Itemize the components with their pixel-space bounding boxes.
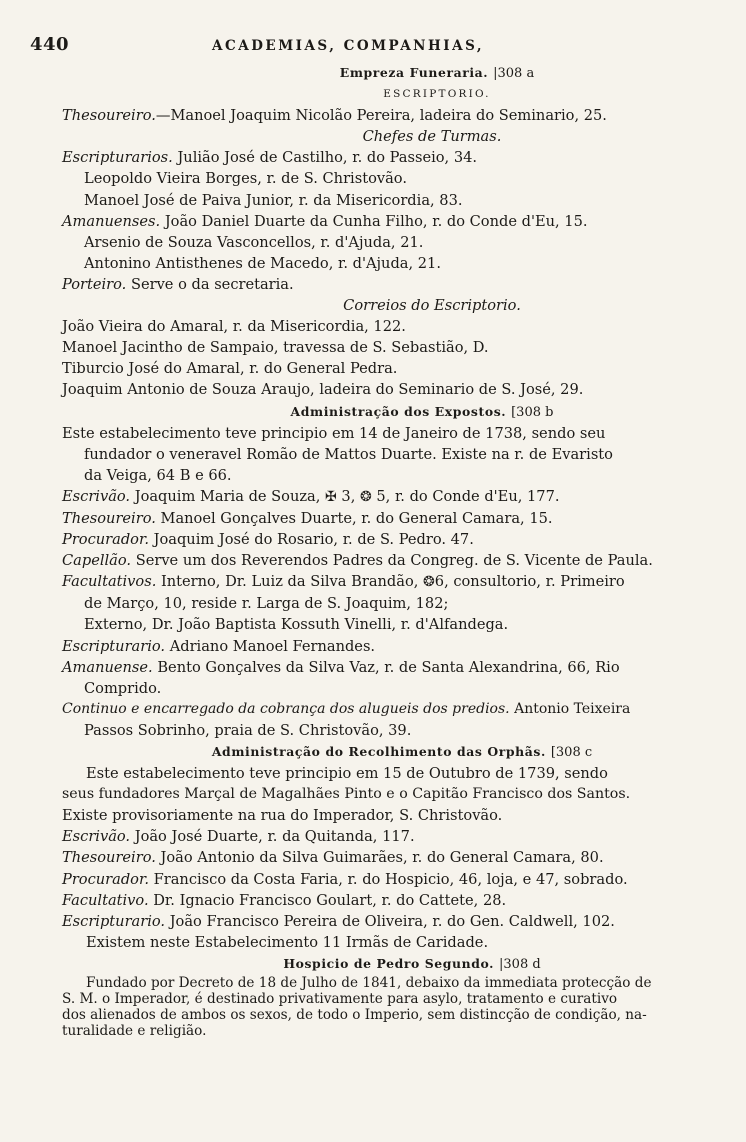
entry-amanuense-expostos: Amanuense. Bento Gonçalves da Silva Vaz, r. de Santa Alexandrina, 66, Rio xyxy=(62,658,620,676)
document-page xyxy=(30,34,702,1040)
entry-tesoureiro-orphas: Thesoureiro. João Antonio da Silva Guimarães, r. do General Camara, 80. xyxy=(62,849,604,867)
entry-procurador-expostos: Procurador. Joaquim José do Rosario, r. de S. Pedro. 47. xyxy=(62,531,474,549)
entry-facultativo-orphas: Facultativo. Dr. Ignacio Francisco Goulart, r. do Cattete, 28. xyxy=(62,891,507,909)
entry-porteiro: Porteiro. Serve o da secretaria. xyxy=(62,275,294,293)
hospicio-text-4: turalidade e religião. xyxy=(62,1023,207,1040)
orphas-intro-1: Este estabelecimento teve principio em 15 de Outubro de 1739, sendo xyxy=(86,765,608,783)
hospicio-text-2: S. M. o Imperador, é destinado privativamente para asylo, tratamento e curativo xyxy=(62,991,618,1008)
section-heading-orphas: Administração do Recolhimento das Orphãs. [308 c xyxy=(211,744,593,760)
orphas-irmas: Existem neste Estabelecimento 11 Irmãs de Caridade. xyxy=(86,933,489,951)
entry-continuo-2: Passos Sobrinho, praia de S. Christovão, 39. xyxy=(84,721,412,739)
entry-facultativos-2: de Março, 10, reside r. Larga de S. Joaquim, 182; xyxy=(84,595,449,613)
entry-escripturario-expostos: Escripturario. Adriano Manoel Fernandes. xyxy=(62,637,376,655)
entry-capellao: Capellão. Serve um dos Reverendos Padres da Congreg. de S. Vicente de Paula. xyxy=(62,552,653,570)
entry-amanuense-expostos-2: Comprido. xyxy=(84,679,162,697)
entry-amanuense-3: Antonino Antisthenes de Macedo, r. d'Ajuda, 21. xyxy=(84,254,441,272)
page-header xyxy=(30,34,702,62)
expostos-intro-1: Este estabelecimento teve principio em 14 de Janeiro de 1738, sendo seu xyxy=(62,424,606,442)
entry-escripturario-2: Leopoldo Vieira Borges, r. de S. Christovão. xyxy=(84,170,407,188)
entry-continuo: Continuo e encarregado da cobrança dos alugueis dos predios. Antonio Teixeira xyxy=(62,700,631,717)
hospicio-text-3: dos alienados de ambos os sexos, de todo o Imperio, sem distincção de condição, na- xyxy=(62,1007,647,1024)
orphas-intro-2: seus fundadores Marçal de Magalhães Pinto e o Capitão Francisco dos Santos. xyxy=(62,786,631,803)
entry-correio-1: João Vieira do Amaral, r. da Misericordia, 122. xyxy=(62,318,406,336)
entry-escripturario-3: Manoel José de Paiva Junior, r. da Misericordia, 83. xyxy=(84,191,463,209)
running-head: ACADEMIAS, COMPANHIAS, xyxy=(212,38,485,54)
orphas-intro-3: Existe provisoriamente na rua do Imperador, S. Christovão. xyxy=(62,807,503,825)
entry-escrivao-orphas: Escrivão. João José Duarte, r. da Quitanda, 117. xyxy=(62,828,415,846)
section-heading-expostos: Administração dos Expostos. [308 b xyxy=(290,403,554,420)
expostos-intro-2: fundador o veneravel Romão de Mattos Duarte. Existe na r. de Evaristo xyxy=(84,445,613,463)
entry-facultativos-3: Externo, Dr. João Baptista Kossuth Vinelli, r. d'Alfandega. xyxy=(84,616,509,634)
subsection-correios: Correios do Escriptorio. xyxy=(343,297,521,315)
entry-amanuense-2: Arsenio de Souza Vasconcellos, r. d'Ajuda, 21. xyxy=(84,233,424,251)
entry-amanuenses: Amanuenses. João Daniel Duarte da Cunha Filho, r. do Conde d'Eu, 15. xyxy=(62,212,588,230)
medal-symbol-icon: ❂ xyxy=(360,488,372,505)
entry-escrivao-expostos: Escrivão. Joaquim Maria de Souza, ✠ 3, ❂ 5, r. do Conde d'Eu, 177. xyxy=(62,487,560,505)
expostos-intro-3: da Veiga, 64 B e 66. xyxy=(84,466,232,484)
entry-procurador-orphas: Procurador. Francisco da Costa Faria, r. do Hospicio, 46, loja, e 47, sobrado. xyxy=(62,870,628,888)
subheading-escriptorio: ESCRIPTORIO. xyxy=(383,88,491,101)
cross-symbol-icon: ✠ xyxy=(325,488,337,505)
entry-escripturario-orphas: Escripturario. João Francisco Pereira de Oliveira, r. do Gen. Caldwell, 102. xyxy=(62,912,615,930)
entry-correio-2: Manoel Jacintho de Sampaio, travessa de S. Sebastião, D. xyxy=(62,339,489,357)
entry-tesoureiro-expostos: Thesoureiro. Manoel Gonçalves Duarte, r. do General Camara, 15. xyxy=(62,509,553,527)
section-heading-funeraria: Empreza Funeraria. |308 a xyxy=(339,65,535,81)
hospicio-text-1: Fundado por Decreto de 18 de Julho de 1841, debaixo da immediata protecção de xyxy=(86,975,652,992)
entry-correio-3: Tiburcio José do Amaral, r. do General Pedra. xyxy=(62,360,398,378)
entry-facultativos: Facultativos. Interno, Dr. Luiz da Silva Brandão, ❂6, consultorio, r. Primeiro xyxy=(62,573,625,591)
section-heading-hospicio: Hospicio de Pedro Segundo. |308 d xyxy=(283,955,541,972)
subsection-chefes: Chefes de Turmas. xyxy=(362,128,502,146)
entry-escripturarios: Escripturarios. Julião José de Castilho, r. do Passeio, 34. xyxy=(62,149,478,167)
entry-correio-4: Joaquim Antonio de Souza Araujo, ladeira do Seminario de S. José, 29. xyxy=(62,381,584,399)
medal-symbol-icon: ❂ xyxy=(423,574,435,591)
entry-tesoureiro-funeraria: Thesoureiro.—Manoel Joaquim Nicolão Pereira, ladeira do Seminario, 25. xyxy=(62,107,607,125)
page-number: 440 xyxy=(30,34,70,55)
